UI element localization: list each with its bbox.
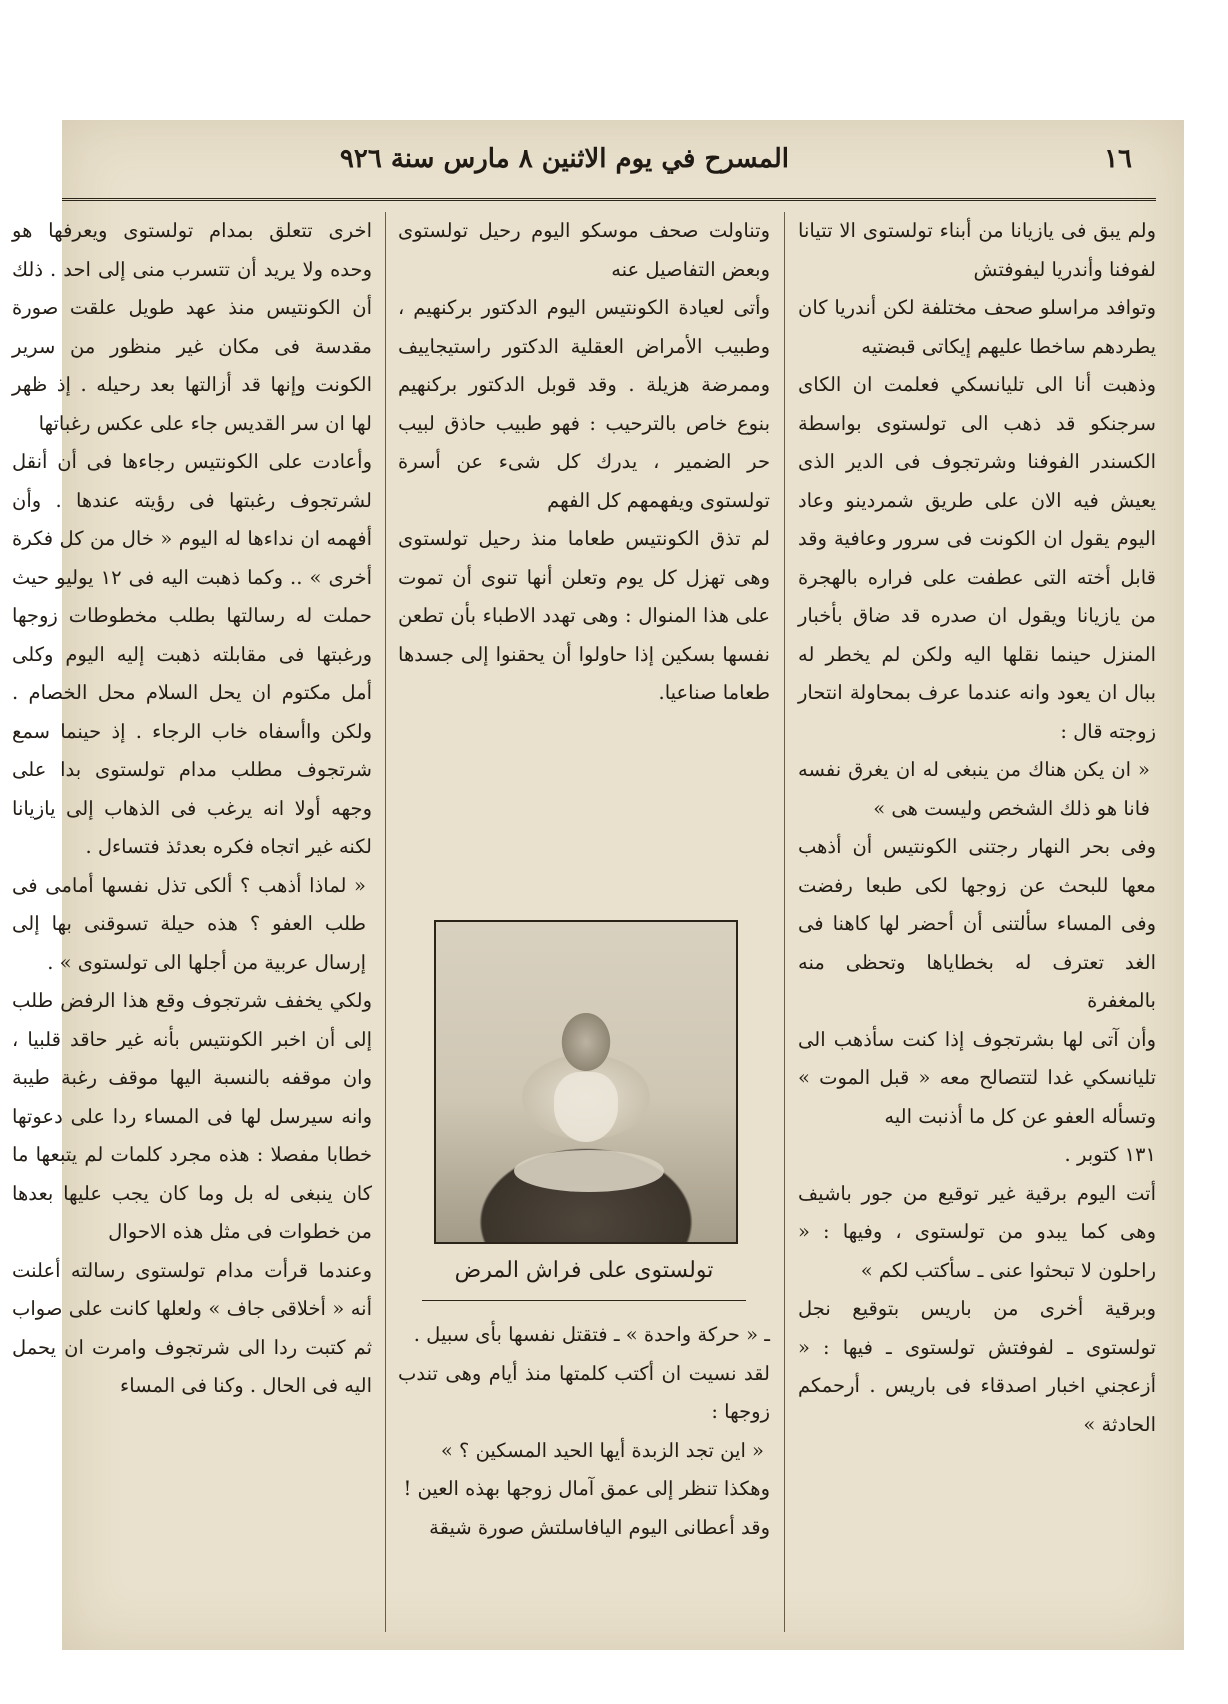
column-left (12, 212, 372, 1642)
paragraph: وفى بحر النهار رجتنى الكونتيس أن أذهب معها للبحث عن زوجها لكى طبعا رفضت وفى المساء سألتنى أن أحضر لها كاهنا فى الغد تعترف له بخطاياها وتحظى منه بالمغفرة (798, 835, 1156, 1012)
paragraph: ـ « حركة واحدة » ـ فتقتل نفسها بأى سبيل . (413, 1323, 770, 1346)
photo-beard-shape (554, 1072, 618, 1142)
paragraph: وبرقية أخرى من باريس بتوقيع نجل تولستوى ـ لفوفتش تولستوى ـ فيها : « أزعجني اخبار اصدقاء فى باريس . أرحمكم الحادثة » (798, 1297, 1156, 1436)
quote: « ان يكن هناك من ينبغى له ان يغرق نفسه فانا هو ذلك الشخص وليست هى » (798, 758, 1150, 820)
newspaper-page (12, 120, 1184, 1650)
column-middle-bottom (398, 1316, 770, 1646)
paragraph: ولكي يخفف شرتجوف وقع هذا الرفض طلب إلى أن اخبر الكونتيس بأنه غير حاقد قلبيا ، وان موقفه بالنسبة اليها موقف رغبة طيبة وانه سيرسل لها فى المساء ردا على دعوتها خطابا مفصلا : هذه مجرد كلمات لم يتبعها ما كان ينبغى له بل وما كان يجب عليها بعدها من خطوات فى مثل هذه الاحوال (12, 989, 372, 1243)
page-number: ١٦ (1104, 144, 1132, 174)
column-middle-top (398, 212, 770, 912)
photo-hands-shape (514, 1150, 664, 1192)
quote: « لماذا أذهب ؟ ألكى تذل نفسها أمامى فى طلب العفو ؟ هذه حيلة تسوقنى بها إلى إرسال عربية من أجلها الى تولستوى » . (12, 873, 366, 974)
paragraph: وعندما قرأت مدام تولستوى رسالته أعلنت أنه « أخلاقى جاف » ولعلها كانت على صواب ثم كتبت ردا الى شرتجوف وامرت ان يحمل اليه فى الحال . وكنا فى المساء (12, 1258, 372, 1397)
column-divider (784, 212, 785, 1632)
paragraph: وأتى لعيادة الكونتيس اليوم الدكتور بركنهيم ، وطبيب الأمراض العقلية الدكتور راستيجاييف وممرضة هزيلة . وقد قوبل الدكتور بركنهيم بنوع خاص بالترحيب : فهو طبيب حاذق لبيب حر الضمير ، يدرك كل شىء عن أسرة تولستوى ويفهمهم كل الفهم (398, 296, 770, 512)
caption-rule (422, 1300, 746, 1301)
page-header (62, 138, 1184, 184)
paragraph: أتت اليوم برقية غير توقيع من جور باشيف وهى كما يبدو من تولستوى ، وفيها : « راحلون لا تبحثوا عنى ـ سأكتب لكم » (798, 1181, 1156, 1282)
running-head: المسرح في يوم الاثنين ٨ مارس سنة ٩٢٦ (339, 144, 789, 174)
paragraph: ولم يبق فى يازيانا من أبناء تولستوى الا تتيانا لفوفنا وأندريا ليفوفتش (798, 219, 1156, 281)
paragraph: وذهبت أنا الى تليانسكي فعلمت ان الكاى سرجنكو قد ذهب الى تولستوى بواسطة الكسندر الفوفنا وشرتجوف فى الدير الذى يعيش فيه الان على طريق شمردينو وعاد اليوم يقول ان الكونت فى سرور وعافية وقد قابل أخته التى عطفت على فراره بالهجرة من يازيانا ويقول ان صدره قد ضاق بأخبار المنزل حينما نقلها اليه ولكن لم يخطر له ببال ان يعود وانه عندما عرف بمحاولة انتحار زوجته قال : (798, 373, 1156, 743)
header-rule (62, 198, 1156, 201)
paragraph: وتناولت صحف موسكو اليوم رحيل تولستوى وبعض التفاصيل عنه (398, 219, 770, 281)
paragraph: اخرى تتعلق بمدام تولستوى ويعرفها هو وحده ولا يريد أن تتسرب منى إلى احد . ذلك أن الكونتيس منذ عهد طويل علقت صورة مقدسة فى مكان غير منظور من سرير الكونت وإنها قد أزالتها بعد رحيله . إذ ظهر لها ان سر القديس جاء على عكس رغباتها (12, 219, 372, 435)
paragraph: وأعادت على الكونتيس رجاءها فى أن أنقل لشرتجوف رغبتها فى رؤيته عندها . وأن أفهمه ان نداءها له اليوم « خال من كل فكرة أخرى » .. وكما ذهبت اليه فى ١٢ يوليو حيث حملت له رسالتها بطلب مخطوطات زوجها ورغبتها فى مقابلته ذهبت إليه اليوم وكلى أمل مكتوم ان يحل السلام محل الخصام . ولكن واأسفاه خاب الرجاء . إذ حينما سمع شرتجوف مطلب مدام تولستوى بدا على وجهه أولا انه يرغب فى الذهاب إلى يازيانا لكنه غير اتجاه فكره بعدئذ فتساءل . (12, 450, 372, 858)
paragraph: وقد أعطانى اليوم اليافاسلتش صورة شيقة (429, 1515, 770, 1539)
column-right (798, 212, 1156, 1642)
photo-caption: تولستوى على فراش المرض (454, 1258, 714, 1283)
photo-block (398, 920, 770, 1320)
paragraph: وهكذا تنظر إلى عمق آمال زوجها بهذه العين ! (403, 1477, 770, 1500)
quote: « اين تجد الزبدة أيها الحيد المسكين ؟ » (440, 1438, 764, 1462)
column-divider (385, 212, 386, 1632)
diary-date: ١٣١ كتوبر . (1064, 1143, 1156, 1166)
portrait-photo (434, 920, 738, 1244)
paragraph: وتوافد مراسلو صحف مختلفة لكن أندريا كان يطردهم ساخطا عليهم إيكاتى قبضتيه (798, 296, 1156, 358)
paragraph: لم تذق الكونتيس طعاما منذ رحيل تولستوى وهى تهزل كل يوم وتعلن أنها تنوى أن تموت على هذا المنوال : وهى تهدد الاطباء بأن تطعن نفسها بسكين إذا حاولوا أن يحقنوا إلى جسدها طعاما صناعيا. (398, 527, 770, 704)
paragraph: وأن آتى لها بشرتجوف إذا كنت سأذهب الى تليانسكي غدا لتتصالح معه « قبل الموت » وتسأله العفو عن كل ما أذنبت اليه (798, 1027, 1156, 1128)
paragraph: لقد نسيت ان أكتب كلمتها منذ أيام وهى تندب زوجها : (398, 1361, 770, 1423)
